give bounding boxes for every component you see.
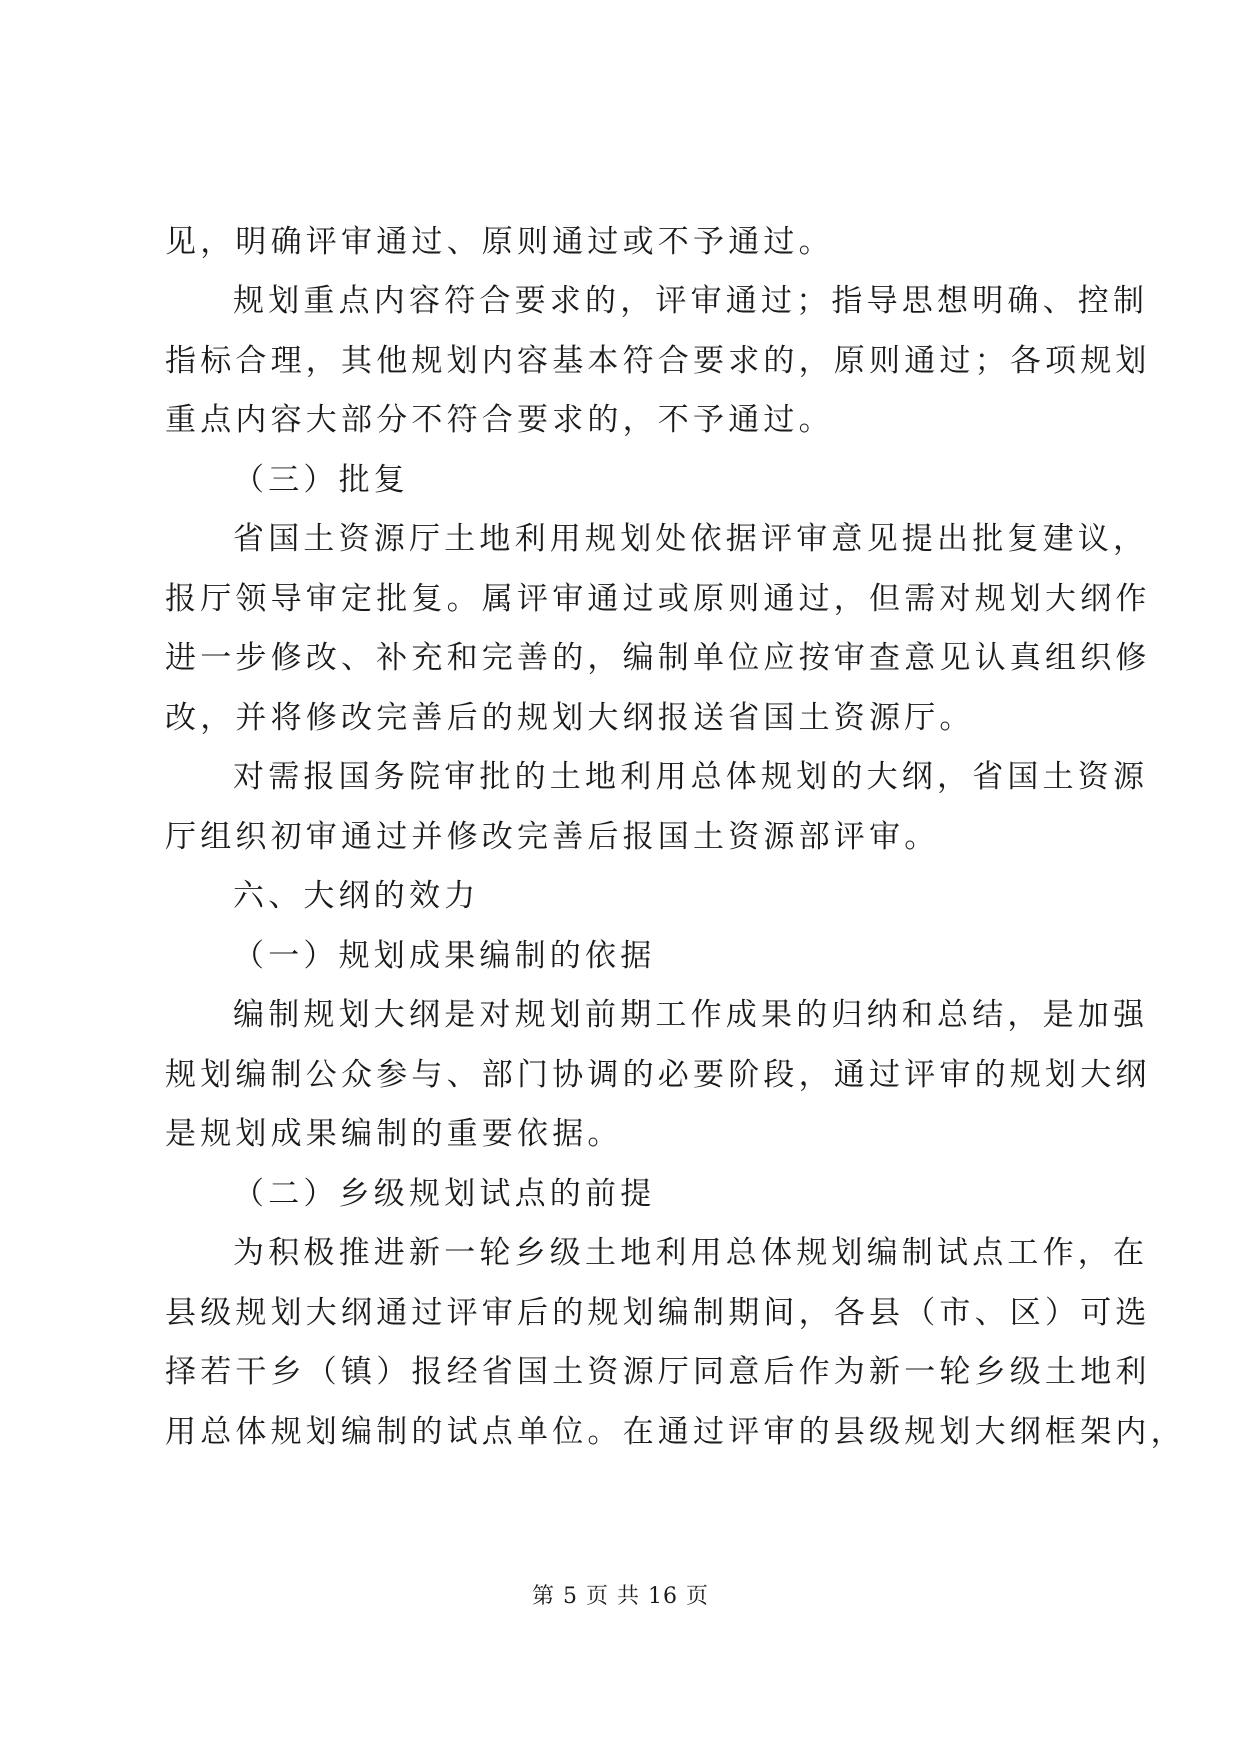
text-line-9: 改，并将修改完善后的规划大纲报送省国土资源厅。	[165, 700, 975, 736]
text-line-19: 县级规划大纲通过评审后的规划编制期间，各县（市、区）可选	[165, 1295, 1151, 1331]
subheading-premise: （二）乡级规划试点的前提	[233, 1176, 656, 1212]
section-heading-6: 六、大纲的效力	[233, 878, 480, 914]
text-line-3: 指标合理，其他规划内容基本符合要求的，原则通过；各项规划	[165, 343, 1151, 379]
text-line-7: 报厅领导审定批复。属评审通过或原则通过，但需对规划大纲作	[165, 581, 1151, 617]
text-line-8: 进一步修改、补充和完善的，编制单位应按审查意见认真组织修	[165, 640, 1151, 676]
text-line-21: 用总体规划编制的试点单位。在通过评审的县级规划大纲框架内，	[165, 1414, 1186, 1450]
text-line-16: 是规划成果编制的重要依据。	[165, 1116, 623, 1152]
text-line-18: 为积极推进新一轮乡级土地利用总体规划编制试点工作，在	[233, 1235, 1149, 1271]
text-line-11: 厅组织初审通过并修改完善后报国土资源部评审。	[165, 819, 940, 855]
page-number-footer: 第 5 页 共 16 页	[532, 1584, 709, 1609]
text-line-15: 规划编制公众参与、部门协调的必要阶段，通过评审的规划大纲	[165, 1057, 1151, 1093]
text-line-20: 择若干乡（镇）报经省国土资源厅同意后作为新一轮乡级土地利	[165, 1354, 1151, 1390]
text-line-4: 重点内容大部分不符合要求的，不予通过。	[165, 402, 834, 438]
text-line-1: 见，明确评审通过、原则通过或不予通过。	[165, 224, 834, 260]
text-line-6: 省国土资源厅土地利用规划处依据评审意见提出批复建议，	[233, 521, 1149, 557]
subheading-approval: （三）批复	[233, 462, 409, 498]
text-line-14: 编制规划大纲是对规划前期工作成果的归纳和总结，是加强	[233, 997, 1149, 1033]
text-line-2: 规划重点内容符合要求的，评审通过；指导思想明确、控制	[233, 283, 1149, 319]
text-line-10: 对需报国务院审批的土地利用总体规划的大纲，省国土资源	[233, 759, 1149, 795]
subheading-basis: （一）规划成果编制的依据	[233, 938, 656, 974]
